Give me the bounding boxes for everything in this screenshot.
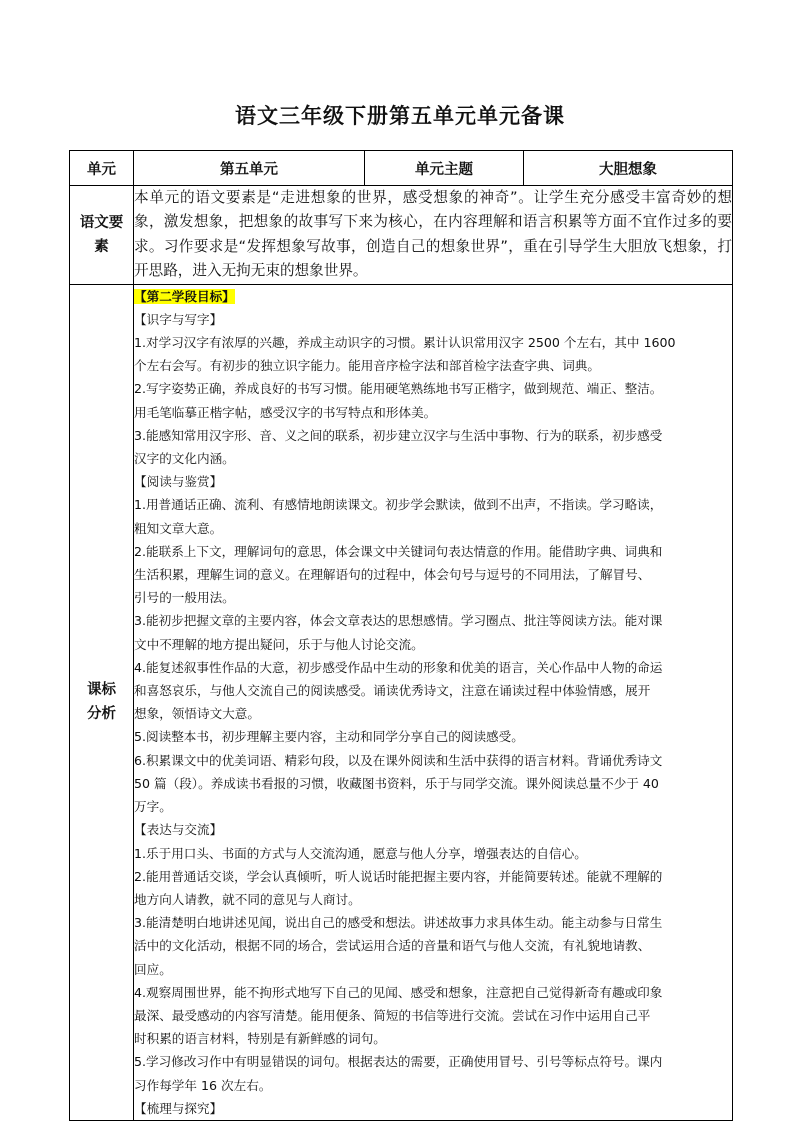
curriculum-line: 50 篇（段）。养成读书看报的习惯，收藏图书资料，乐于与同学交流。课外阅读总量不少于 40: [134, 775, 659, 791]
curriculum-line: 5.学习修改习作中有明显错误的词句。根据表达的需要，正确使用冒号、引号等标点符号。课内: [134, 1054, 663, 1070]
curriculum-line: 3.能清楚明白地讲述见闻，说出自己的感受和想法。讲述故事力求具体生动。能主动参与日常生: [134, 915, 663, 931]
curriculum-line: 时积累的语言材料，特别是有新鲜感的词句。: [134, 1031, 386, 1047]
curriculum-line: 3.能初步把握文章的主要内容，体会文章表达的思想感情。学习圈点、批注等阅读方法。能对课: [134, 613, 663, 629]
language-elements-label: [70, 186, 134, 285]
curriculum-line: 4.观察周围世界，能不拘形式地写下自己的见闻、感受和想象，注意把自己觉得新奇有趣或印象: [134, 984, 663, 1000]
unit-label: 单元: [70, 151, 134, 186]
curriculum-line: 最深、最受感动的内容写清楚。能用便条、简短的书信等进行交流。尝试在习作中运用自己平: [134, 1007, 651, 1023]
header-row: [70, 151, 733, 186]
language-elements-row: [70, 186, 733, 285]
curriculum-line: 5.阅读整本书，初步理解主要内容，主动和同学分享自己的阅读感受。: [134, 729, 524, 745]
curriculum-line: 活中的文化活动，根据不同的场合，尝试运用合适的音量和语气与他人交流，有礼貌地请教、: [134, 938, 651, 954]
curriculum-line: 【识字与写字】: [134, 311, 223, 327]
language-elements-label-line1: 语文要: [79, 214, 124, 231]
curriculum-line: 1.乐于用口头、书面的方式与人交流沟通，愿意与他人分享，增强表达的自信心。: [134, 845, 587, 861]
curriculum-analysis: [134, 284, 733, 1120]
curriculum-line: 用毛笔临摹正楷字帖，感受汉字的书写特点和形体美。: [134, 404, 437, 420]
curriculum-label: [70, 284, 134, 1120]
curriculum-line: 粗知文章大意。: [134, 520, 223, 536]
curriculum-line: 引号的一般用法。: [134, 590, 235, 606]
unit-value: 第五单元: [134, 151, 365, 186]
curriculum-line: 文中不理解的地方提出疑问，乐于与他人讨论交流。: [134, 636, 424, 652]
curriculum-line: 4.能复述叙事性作品的大意，初步感受作品中生动的形象和优美的语言，关心作品中人物的命运: [134, 659, 663, 675]
language-elements-text: 本单元的语文要素是“走进想象的世界，感受想象的神奇”。让学生充分感受丰富奇妙的想象，激发想象，把想象的故事写下来为核心，在内容理解和语言积累等方面不宜作过多的要求。习作要求是“发挥想象写故事，创造自己的想象世界”，重在引导学生大胆放飞想象，打开思路，进入无拘无束的想象世界。: [134, 186, 733, 285]
curriculum-line: 2.能用普通话交谈，学会认真倾听，听人说话时能把握主要内容，并能简要转述。能就不理解的: [134, 868, 663, 884]
theme-value: 大胆想象: [524, 151, 733, 186]
curriculum-row: [70, 284, 733, 1120]
curriculum-line: 汉字的文化内涵。: [134, 451, 235, 467]
curriculum-line: 2.能联系上下文，理解词句的意思，体会课文中关键词句表达情意的作用。能借助字典、词典和: [134, 543, 663, 559]
curriculum-line: [134, 285, 732, 308]
page-title: 语文三年级下册第五单元单元备课: [235, 104, 565, 128]
curriculum-line: 地方向人请教，就不同的意见与人商讨。: [134, 891, 361, 907]
curriculum-line: 【阅读与鉴赏】: [134, 474, 223, 490]
curriculum-label-line2: 分析: [87, 706, 116, 723]
stage-goal-heading: 【第二学段目标】: [134, 288, 235, 304]
curriculum-line: 1.用普通话正确、流利、有感情地朗读课文。初步学会默读，做到不出声，不指读。学习略读，: [134, 497, 663, 513]
curriculum-line: 和喜怒哀乐，与他人交流自己的阅读感受。诵读优秀诗文，注意在诵读过程中体验情感，展开: [134, 683, 651, 699]
curriculum-line: 想象，领悟诗文大意。: [134, 706, 260, 722]
curriculum-line: 个左右会写。有初步的独立识字能力。能用音序检字法和部首检字法查字典、词典。: [134, 358, 600, 374]
curriculum-line: 3.能感知常用汉字形、音、义之间的联系，初步建立汉字与生活中事物、行为的联系，初步感受: [134, 427, 663, 443]
curriculum-line: 【梳理与探究】: [134, 1100, 223, 1116]
language-elements-label-line2: 素: [94, 238, 109, 255]
curriculum-line: 万字。: [134, 799, 172, 815]
curriculum-line: 【表达与交流】: [134, 822, 223, 838]
curriculum-line: 回应。: [134, 961, 172, 977]
theme-label: 单元主题: [365, 151, 524, 186]
curriculum-line: 1.对学习汉字有浓厚的兴趣，养成主动识字的习惯。累计认识常用汉字 2500 个左右，其中 1600: [134, 335, 676, 351]
curriculum-line: 生活积累，理解生词的意义。在理解语句的过程中，体会句号与逗号的不同用法，了解冒号、: [134, 567, 651, 583]
curriculum-label-line1: 课标: [87, 682, 116, 699]
lesson-plan-table: [69, 150, 733, 1121]
curriculum-line: 习作每学年 16 次左右。: [134, 1077, 272, 1093]
curriculum-line: 2.写字姿势正确，养成良好的书写习惯。能用硬笔熟练地书写正楷字，做到规范、端正、整洁。: [134, 381, 663, 397]
curriculum-line: 6.积累课文中的优美词语、精彩句段，以及在课外阅读和生活中获得的语言材料。背诵优秀诗文: [134, 752, 663, 768]
